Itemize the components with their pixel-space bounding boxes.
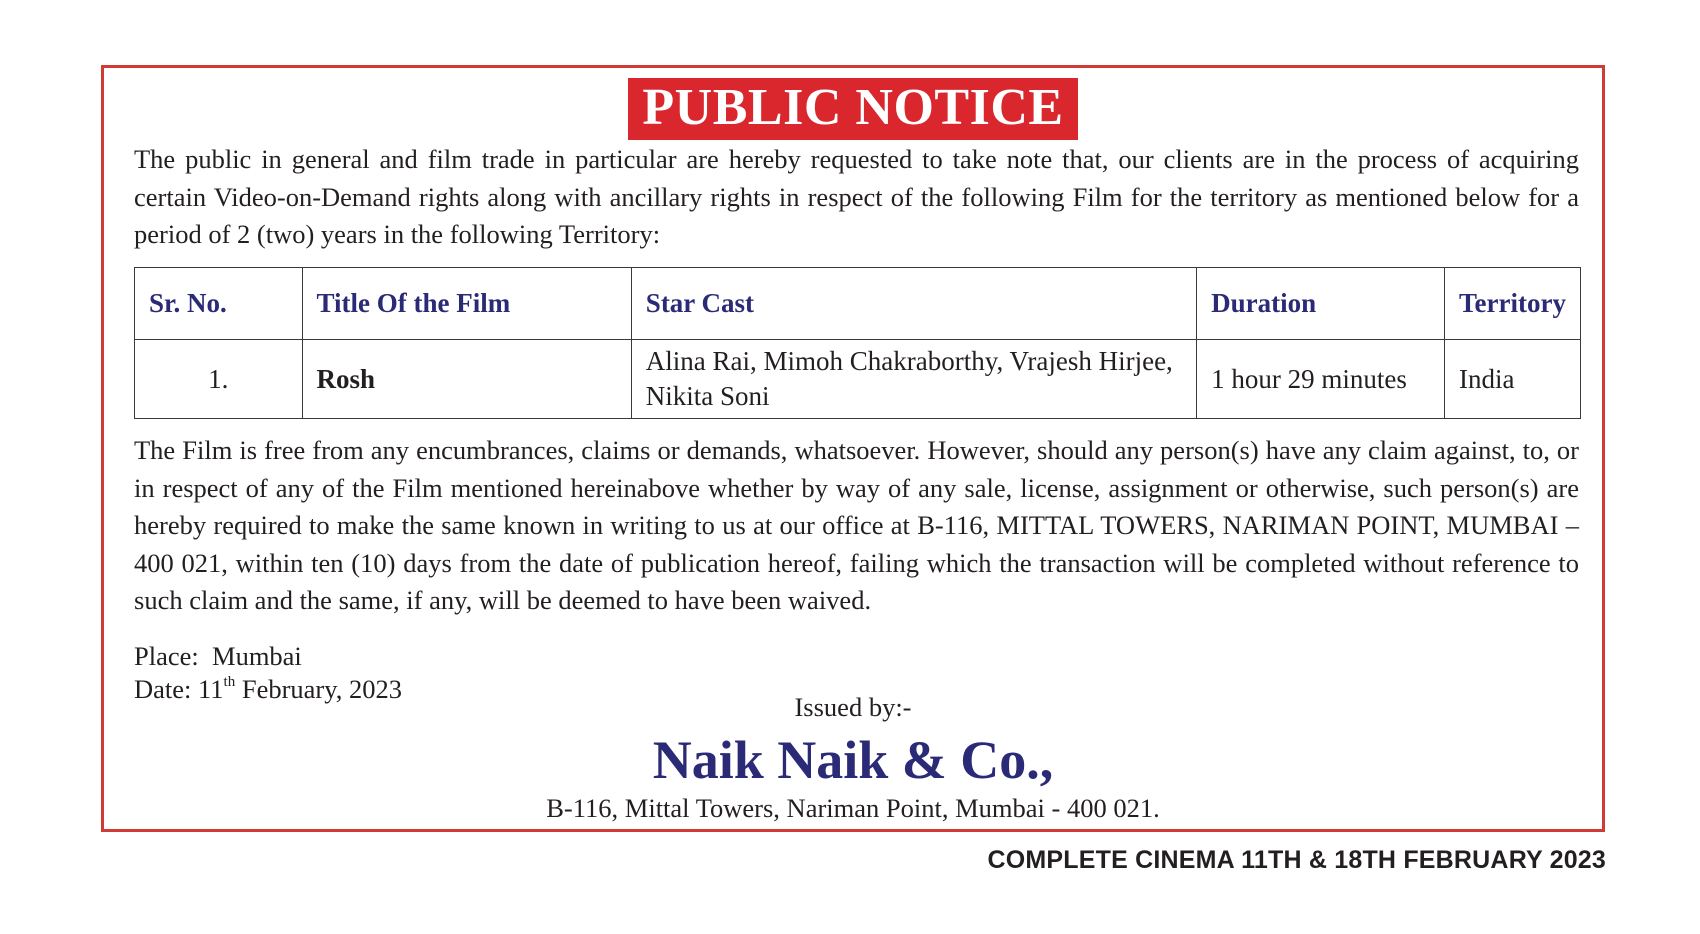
publication-footer: COMPLETE CINEMA 11TH & 18TH FEBRUARY 2023 [987, 846, 1606, 874]
film-table [134, 267, 1581, 419]
header-star-cast: Star Cast [631, 268, 1196, 340]
cell-star-cast: Alina Rai, Mimoh Chakraborthy, Vrajesh Hirjee, Nikita Soni [631, 340, 1196, 419]
place-value: Mumbai [212, 641, 302, 671]
cell-film-title: Rosh [302, 340, 631, 419]
header-duration: Duration [1197, 268, 1445, 340]
issued-by-label: Issued by:- [794, 692, 912, 722]
film-table-header-row [135, 268, 1581, 340]
table-row [135, 340, 1581, 419]
notice-title-wrap [104, 78, 1602, 140]
header-sr-no: Sr. No. [135, 268, 303, 340]
cell-territory: India [1445, 340, 1581, 419]
place-label: Place: [134, 641, 199, 671]
header-territory: Territory [1445, 268, 1581, 340]
notice-intro-paragraph: The public in general and film trade in particular are hereby requested to take note that, our clients are in the process of acquiring certain Video-on-Demand rights along with ancillary rights in respect of the following Film for the territory as mentioned below for a period of 2 (two) years in the following Territory: [134, 144, 1579, 249]
date-day: 11 [198, 674, 224, 704]
header-film-title: Title Of the Film [302, 268, 631, 340]
date-label: Date: [134, 674, 192, 704]
cell-duration: 1 hour 29 minutes [1197, 340, 1445, 419]
firm-name: Naik Naik & Co., [652, 730, 1054, 790]
place-line [134, 640, 302, 673]
date-rest: February, 2023 [241, 674, 403, 704]
date-suffix: th [223, 674, 236, 690]
cell-sr-no: 1. [135, 340, 303, 419]
notice-title: PUBLIC NOTICE [628, 78, 1077, 140]
notice-body-paragraph: The Film is free from any encumbrances, claims or demands, whatsoever. However, should any person(s) have any claim against, to, or in respect of any of the Film mentioned hereinabove whether by way of any sale, license, assignment or otherwise, such person(s) are hereby required to make the same known in writing to us at our office at B-116, MITTAL TOWERS, NARIMAN POINT, MUMBAI – 400 021, within ten (10) days from the date of publication hereof, failing which the transaction will be completed without reference to such claim and the same, if any, will be deemed to have been waived. [134, 435, 1579, 615]
firm-address: B-116, Mittal Towers, Nariman Point, Mumbai - 400 021. [546, 793, 1160, 823]
public-notice [101, 65, 1605, 832]
